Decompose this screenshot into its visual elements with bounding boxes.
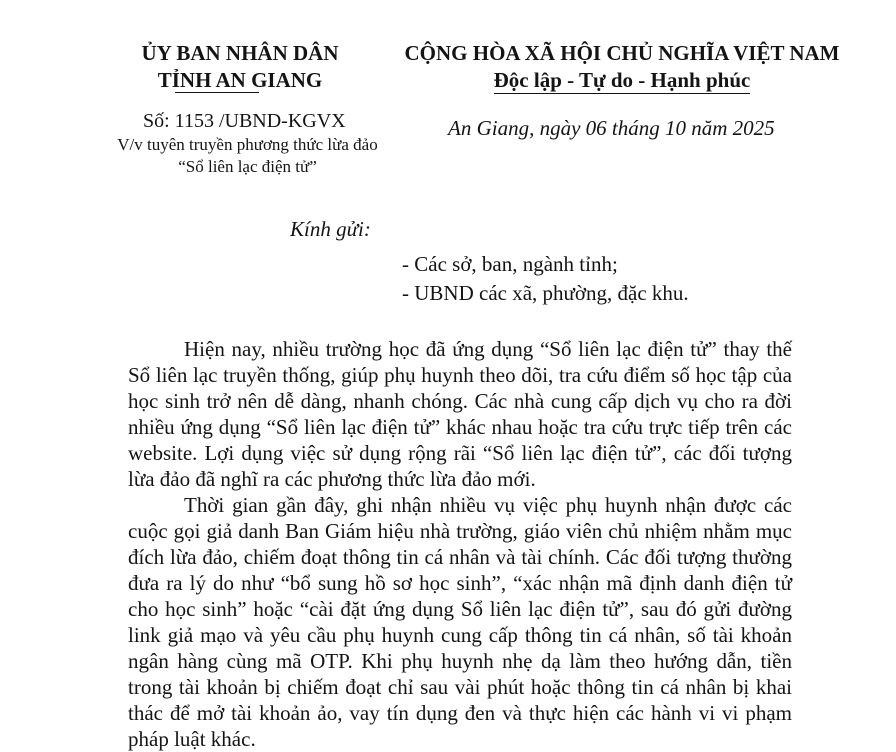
national-header [402, 40, 842, 94]
body-paragraph: Thời gian gần đây, ghi nhận nhiều vụ việc phụ huynh nhận được các cuộc gọi giả danh Ban Giám hiệu nhà trường, giáo viên chủ nhiệm nhằm mục đích lừa đảo, chiếm đoạt thông tin cá nhân và tài chính. Các đối tượng thường đưa ra lý do như “bổ sung hồ sơ học sinh”, “xác nhận mã định danh điện tử cho học sinh” hoặc “cài đặt ứng dụng Sổ liên lạc điện tử”, sau đó gửi đường link giả mạo và yêu cầu phụ huynh cung cấp thông tin cá nhân, số tài khoản ngân hàng cùng mã OTP. Khi phụ huynh nhẹ dạ làm theo hướng dẫn, tiền trong tài khoản bị chiếm đoạt chỉ sau vài phút hoặc thông tin cá nhân bị khai thác để mở tài khoản ảo, vay tín dụng đen và thực hiện các hành vi vi phạm pháp luật khác. [128, 493, 792, 751]
recipient-item: - Các sở, ban, ngành tỉnh; [402, 252, 618, 276]
recipient-item: - UBND các xã, phường, đặc khu. [402, 281, 689, 305]
nation-title: CỘNG HÒA XÃ HỘI CHỦ NGHĨA VIỆT NAM [404, 41, 840, 65]
greeting: Kính gửi: [290, 217, 371, 241]
province-name: TỈNH AN GIANG [157, 68, 323, 92]
body-paragraph: Hiện nay, nhiều trường học đã ứng dụng “Sổ liên lạc điện tử” thay thế Sổ liên lạc truyền thống, giúp phụ huynh theo dõi, tra cứu điểm số học tập của học sinh trở nên dễ dàng, nhanh chóng. Các nhà cung cấp dịch vụ cho ra đời nhiều ứng dụng “Sổ liên lạc điện tử” khác nhau hoặc tra cứu trực tiếp trên các website. Lợi dụng việc sử dụng rộng rãi “Sổ liên lạc điện tử”, các đối tượng lừa đảo đã nghĩ ra các phương thức lừa đảo mới. [128, 337, 792, 491]
document-number: Số: 1153 /UBND-KGVX [143, 110, 346, 132]
agency-underline [175, 92, 259, 93]
document-subject: V/v tuyên truyền phương thức lừa đảo “Sổ liên lạc điện tử” [117, 135, 378, 176]
agency-name: ỦY BAN NHÂN DÂN [141, 41, 339, 65]
issuing-agency-header [90, 40, 390, 94]
recipient-list [402, 250, 689, 308]
national-motto: Độc lập - Tự do - Hạnh phúc [493, 68, 751, 92]
document-date: An Giang, ngày 06 tháng 10 năm 2025 [448, 116, 775, 140]
